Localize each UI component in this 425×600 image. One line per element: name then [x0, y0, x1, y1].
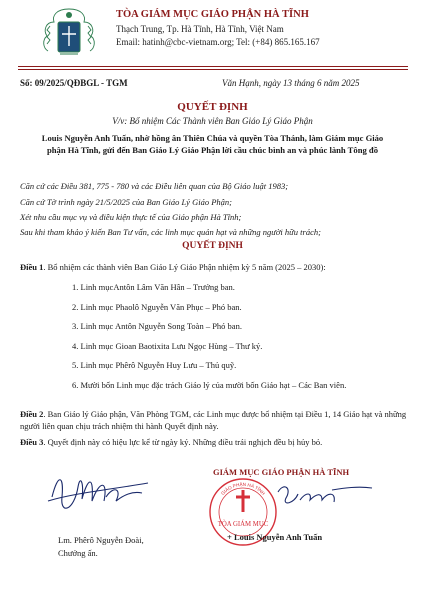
- basis-line: Sau khi tham khảo ý kiến Ban Tư vấn, các linh mục quản hạt và những người hữu trách;: [20, 227, 321, 237]
- chancellor-signature: [44, 467, 154, 521]
- place-date: Văn Hạnh, ngày 13 tháng 6 năm 2025: [222, 78, 360, 88]
- article-1: [20, 262, 410, 274]
- signer-title: GIÁM MỤC GIÁO PHẬN HÀ TĨNH: [213, 467, 350, 477]
- list-item: 2. Linh mục Phaolô Nguyễn Văn Phục – Phó ban.: [72, 301, 242, 312]
- decide-heading: QUYẾT ĐỊNH: [182, 241, 243, 251]
- decision-intro: Louis Nguyễn Anh Tuấn, nhờ hồng ân Thiên Chúa và quyền Tòa Thánh, làm Giám mục Giáo phận Hà Tĩnh, gửi đến Ban Giáo Lý Giáo Phận lời cầu chúc bình an và phúc lành Tông đồ: [41, 133, 384, 155]
- bishop-signature: [272, 478, 382, 518]
- org-address: Thạch Trung, Tp. Hà Tĩnh, Hà Tĩnh, Việt Nam: [116, 24, 284, 34]
- basis-line: Xét nhu cầu mục vụ và điều kiện thực tế của Giáo phận Hà Tĩnh;: [20, 212, 242, 222]
- list-item: 4. Linh mục Gioan Baotixita Lưu Ngọc Hùng – Thư ký.: [72, 340, 263, 351]
- list-item: 5. Linh mục Phêrô Nguyễn Huy Lưu – Thủ quỹ.: [72, 360, 237, 370]
- org-contact: Email: hatinh@cbc-vietnam.org; Tel: (+84) 865.165.167: [116, 37, 320, 47]
- basis-line: Căn cứ các Điều 381, 775 - 780 và các Điều liên quan của Bộ Giáo luật 1983;: [20, 181, 289, 191]
- article-2: [20, 409, 410, 432]
- chancellor-block: [58, 534, 144, 559]
- header-divider-thin: [18, 69, 408, 70]
- chancellor-role: Chưởng ấn.: [58, 547, 98, 558]
- article-3-label: Điều 3: [20, 437, 44, 447]
- document-number: Số: 09/2025/QĐBGL - TGM: [20, 78, 128, 88]
- seal-ring-text: GIÁO PHẬN HÀ TĨNH: [220, 481, 266, 497]
- list-item: 3. Linh mục Antôn Nguyễn Song Toàn – Phó ban.: [72, 321, 242, 331]
- basis-line: Căn cứ Tờ trình ngày 21/5/2025 của Ban Giáo Lý Giáo Phận;: [20, 197, 232, 207]
- list-item: 1. Linh mụcAntôn Lâm Văn Hân – Trưởng ban.: [72, 282, 235, 292]
- header-divider: [18, 66, 408, 67]
- decision-title: QUYẾT ĐỊNH: [177, 101, 248, 113]
- diocese-coat-of-arms-icon: [38, 6, 100, 62]
- article-1-text: . Bổ nhiệm các thành viên Ban Giáo Lý Giáo Phận nhiệm kỳ 5 năm (2025 – 2030):: [43, 262, 326, 272]
- article-2-text: . Ban Giáo lý Giáo phận, Văn Phòng TGM, các Linh mục được bổ nhiệm tại Điều 1, 14 Giáo hạt và những người liên quan chịu trách nhiệm thi hành Quyết định này.: [20, 409, 407, 431]
- list-item: 6. Mười bốn Linh mục đặc trách Giáo lý của mười bốn Giáo hạt – Các Ban viên.: [72, 379, 347, 390]
- chancellor-name: Lm. Phêrô Nguyễn Đoài,: [58, 535, 144, 545]
- member-list: [72, 282, 402, 399]
- article-2-label: Điều 2: [20, 409, 44, 419]
- article-3: [20, 437, 410, 449]
- org-name: TÒA GIÁM MỤC GIÁO PHẬN HÀ TĨNH: [116, 9, 309, 20]
- article-3-text: . Quyết định này có hiệu lực kể từ ngày ký. Những điều trái nghịch đều bị hủy bỏ.: [43, 437, 323, 447]
- article-1-label: Điều 1: [20, 262, 44, 272]
- seal-center-text: TÒA GIÁM MỤC: [217, 521, 269, 528]
- decision-subject: V/v: Bổ nhiệm Các Thành viên Ban Giáo Lý Giáo Phận: [112, 116, 313, 126]
- bishop-name: + Louis Nguyễn Anh Tuấn: [227, 532, 323, 542]
